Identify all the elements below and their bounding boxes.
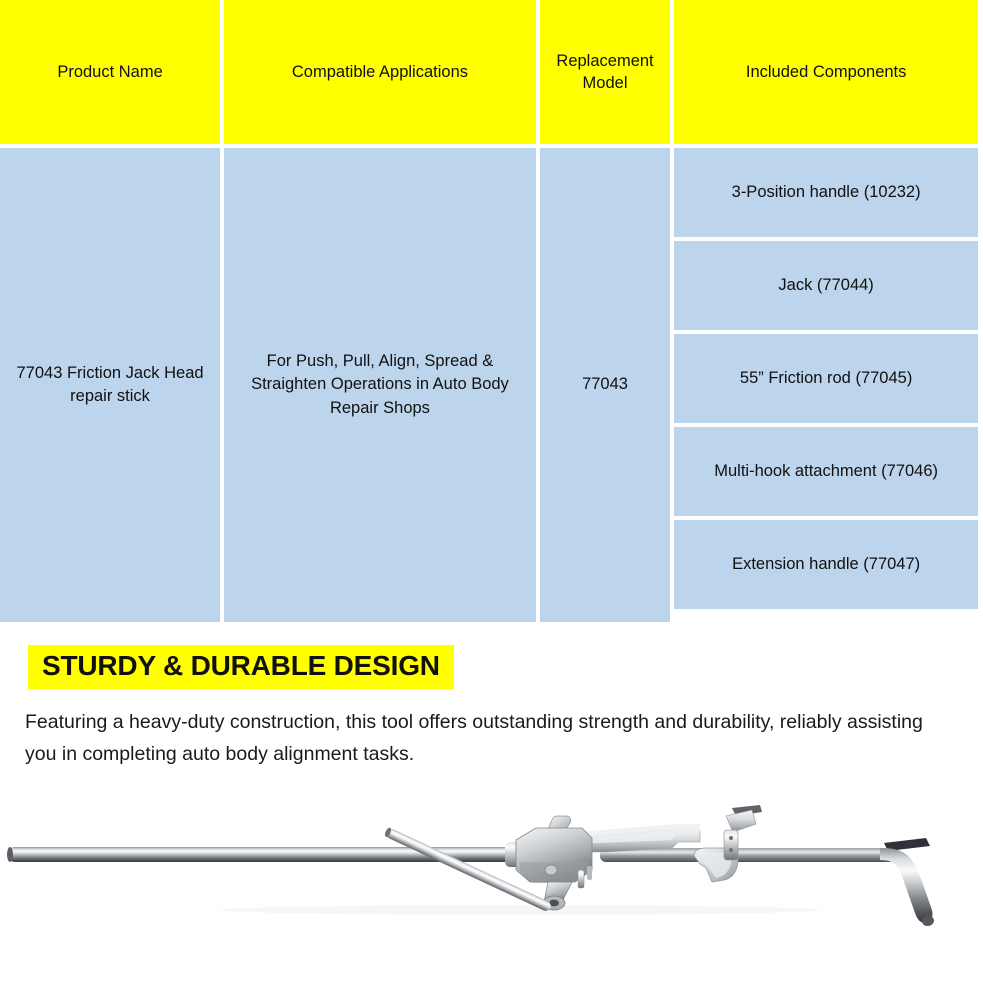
table-cell-product-name: 77043 Friction Jack Head repair stick bbox=[0, 148, 220, 622]
table-column-compatible-applications bbox=[224, 0, 536, 622]
jack-body-boss bbox=[545, 865, 557, 875]
table-column-included-components bbox=[674, 0, 978, 622]
table-header-product-name: Product Name bbox=[0, 0, 220, 144]
friction-rod-right bbox=[600, 848, 900, 862]
product-photo bbox=[0, 790, 983, 1000]
table-header-replacement-model bbox=[540, 0, 670, 144]
table-cell-included-component: Multi-hook attachment (77046) bbox=[674, 427, 978, 516]
jack-release-pin-secondary bbox=[587, 866, 592, 880]
table-column-product-name bbox=[0, 0, 220, 622]
table-cell-included-component: Extension handle (77047) bbox=[674, 520, 978, 609]
friction-jack-tool-illustration bbox=[0, 790, 983, 1000]
table-header-replacement-model-text bbox=[556, 50, 653, 95]
table-cell-included-component: 3-Position handle (10232) bbox=[674, 148, 978, 237]
table-cell-included-component: 55” Friction rod (77045) bbox=[674, 334, 978, 423]
table-cell-replacement-model: 77043 bbox=[540, 148, 670, 622]
feature-section-heading: STURDY & DURABLE DESIGN bbox=[28, 645, 454, 689]
table-cell-included-component: Jack (77044) bbox=[674, 241, 978, 330]
jack-release-pin bbox=[578, 870, 584, 888]
table-column-replacement-model bbox=[540, 0, 670, 622]
photo-shadow bbox=[220, 905, 820, 915]
replacement-model-line-2: Model bbox=[582, 74, 628, 92]
table-cell-compatible-applications: For Push, Pull, Align, Spread & Straighten Operations in Auto Body Repair Shops bbox=[224, 148, 536, 622]
rod-end-cap-left bbox=[7, 847, 13, 862]
replacement-model-line-1: Replacement bbox=[556, 51, 654, 70]
feature-section-body-text: Featuring a heavy-duty construction, this tool offers outstanding strength and durability, reliably assisting you in completing auto body alignment tasks. bbox=[25, 711, 923, 766]
photo-background bbox=[0, 790, 983, 1000]
table-header-compatible-applications: Compatible Applications bbox=[224, 0, 536, 144]
table-header-included-components: Included Components bbox=[674, 0, 978, 144]
